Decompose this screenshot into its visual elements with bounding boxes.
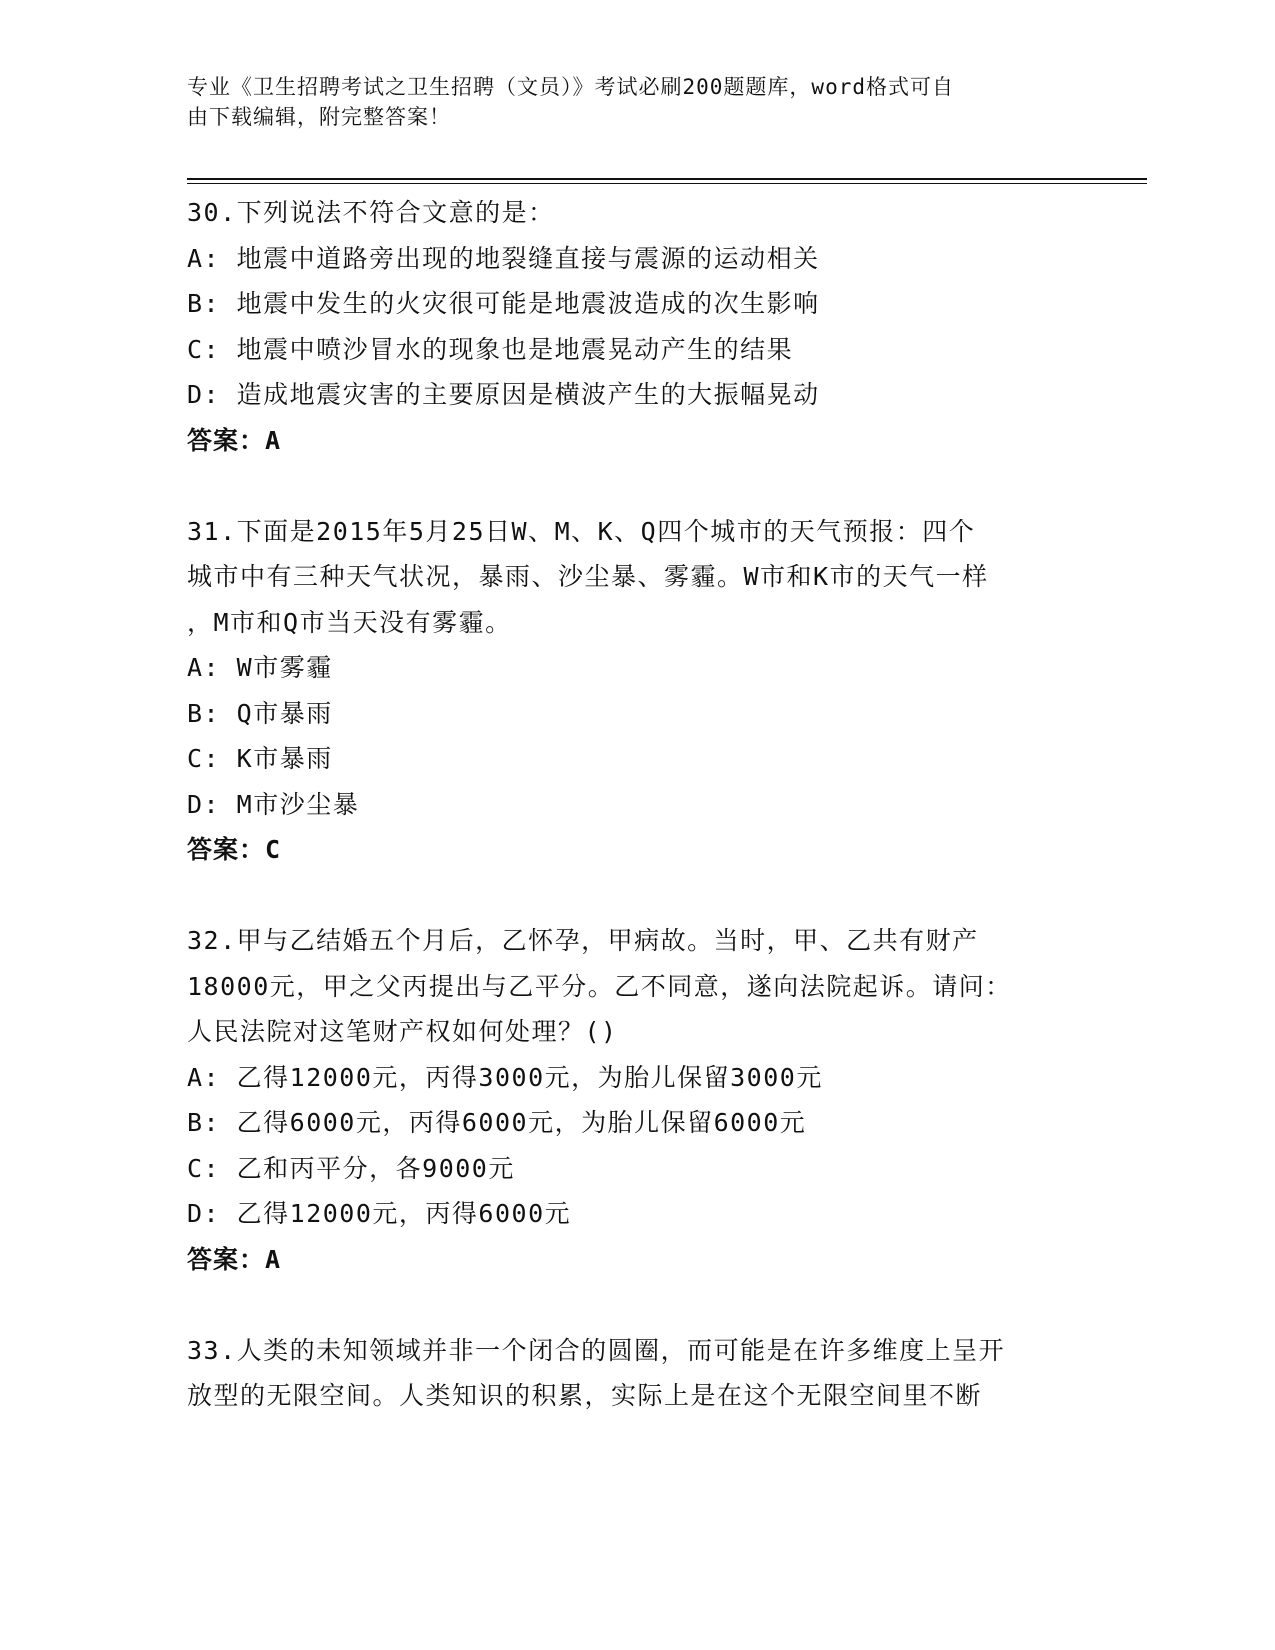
option-d: D: M市沙尘暴 bbox=[187, 789, 360, 819]
option-b: B: 乙得6000元，丙得6000元，为胎儿保留6000元 bbox=[187, 1108, 807, 1137]
option-a: A: 乙得12000元，丙得3000元，为胎儿保留3000元 bbox=[187, 1062, 823, 1092]
question-stem: ，M市和Q市当天没有雾霾。 bbox=[187, 607, 512, 637]
option-b: B: 地震中发生的火灾很可能是地震波造成的次生影响 bbox=[187, 289, 820, 318]
option-a: A: W市雾霾 bbox=[187, 653, 333, 682]
spacer bbox=[187, 463, 1087, 509]
option-c: C: 乙和丙平分，各9000元 bbox=[187, 1153, 515, 1183]
option-d: D: 乙得12000元，丙得6000元 bbox=[187, 1199, 572, 1228]
spacer bbox=[187, 1282, 1087, 1328]
option-a: A: 地震中道路旁出现的地裂缝直接与震源的运动相关 bbox=[187, 243, 820, 273]
question-stem: 城市中有三种天气状况，暴雨、沙尘暴、雾霾。W市和K市的天气一样 bbox=[187, 562, 989, 591]
option-c: C: K市暴雨 bbox=[187, 744, 333, 773]
question-30 bbox=[187, 190, 1087, 463]
question-stem: 33.人类的未知领域并非一个闭合的圆圈，而可能是在许多维度上呈开 bbox=[187, 1335, 1006, 1365]
answer-text: 答案：A bbox=[187, 425, 282, 455]
question-stem: 人民法院对这笔财产权如何处理？() bbox=[187, 1017, 618, 1046]
answer-text: 答案：C bbox=[187, 835, 282, 864]
header-rule-thin bbox=[187, 183, 1147, 184]
question-33 bbox=[187, 1328, 1087, 1419]
option-c: C: 地震中喷沙冒水的现象也是地震晃动产生的结果 bbox=[187, 334, 794, 364]
question-32 bbox=[187, 918, 1087, 1282]
question-stem: 32.甲与乙结婚五个月后，乙怀孕，甲病故。当时，甲、乙共有财产 bbox=[187, 926, 979, 955]
question-stem: 放型的无限空间。人类知识的积累，实际上是在这个无限空间里不断 bbox=[187, 1381, 983, 1410]
question-31 bbox=[187, 509, 1087, 873]
option-d: D: 造成地震灾害的主要原因是横波产生的大振幅晃动 bbox=[187, 380, 820, 409]
header-rule-thick bbox=[187, 178, 1147, 180]
question-stem: 18000元，甲之父丙提出与乙平分。乙不同意，遂向法院起诉。请问： bbox=[187, 971, 1012, 1001]
option-b: B: Q市暴雨 bbox=[187, 698, 333, 728]
spacer bbox=[187, 873, 1087, 919]
header-line-2: 由下载编辑，附完整答案！ bbox=[187, 105, 451, 129]
answer-text: 答案：A bbox=[187, 1244, 282, 1274]
question-stem: 30.下列说法不符合文意的是： bbox=[187, 198, 555, 227]
header-line-1: 专业《卫生招聘考试之卫生招聘（文员）》考试必刷200题题库，word格式可自 bbox=[187, 75, 954, 99]
question-stem: 31.下面是2015年5月25日W、M、K、Q四个城市的天气预报：四个 bbox=[187, 516, 976, 546]
document-header bbox=[187, 72, 1087, 132]
question-list bbox=[187, 190, 1087, 1419]
